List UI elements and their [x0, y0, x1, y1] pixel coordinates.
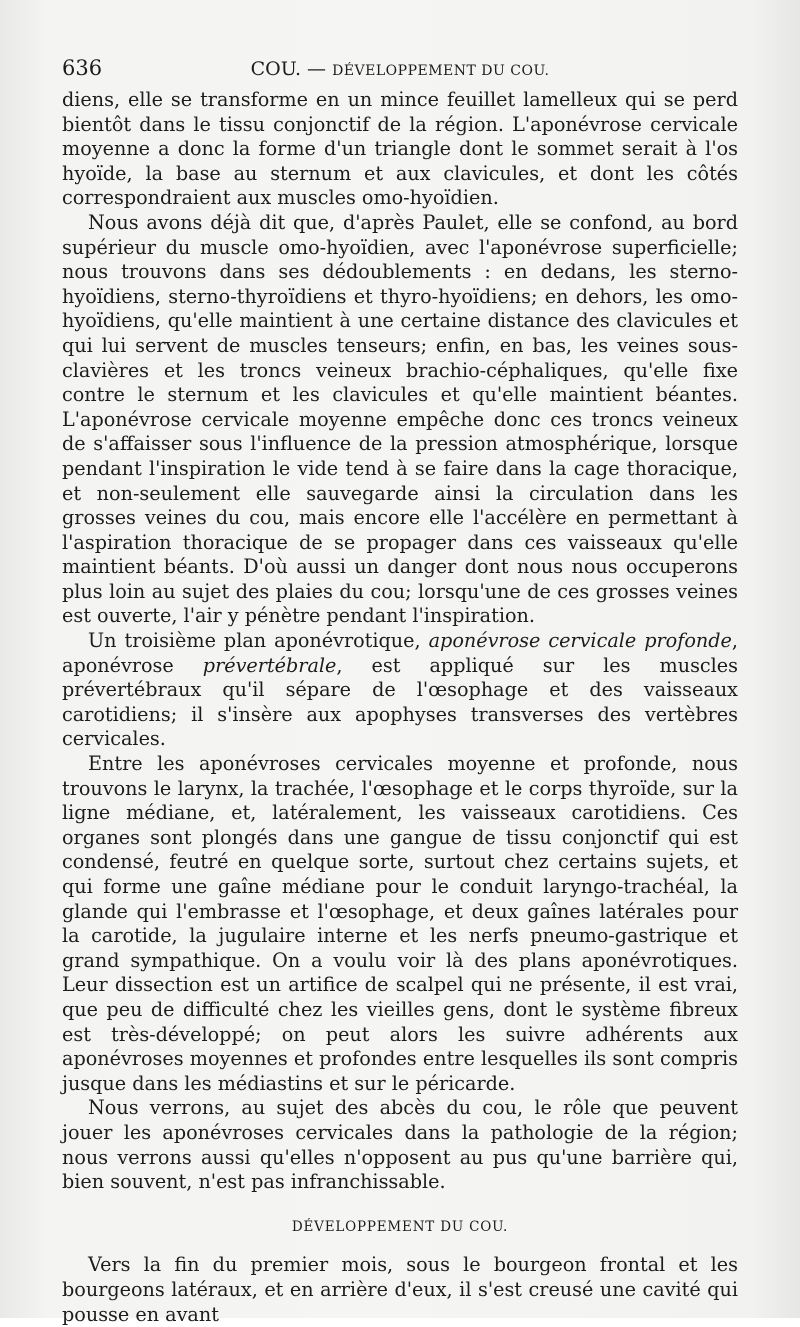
text-run: Un troisième plan aponévrotique, [88, 629, 429, 653]
page-number: 636 [62, 56, 103, 80]
text-run: Entre les aponévroses cervicales moyenne et profonde, nous trouvons le larynx, la trachée, l'œsophage et le corps thyroïde, sur la ligne médiane, et, latéralement, les vaisseaux carotidiens. Ces organes sont plongés dans une gangue de tissu conjonctif qui est condensé, feutré en quelque sorte, surtout chez certains sujets, et qui forme une gaîne médiane pour le conduit laryngo-trachéal, la glande qui l'embrasse et l'œsophage, et deux gaînes latérales pour la carotide, la jugulaire interne et les nerfs pneumo-gastrique et grand sympathique. On a voulu voir là des plans aponévrotiques. Leur dissection est un artifice de scalpel qui ne présente, il est vrai, que peu de difficulté chez les vieilles gens, dont le système fibreux est très-développé; on peut alors les suivre adhérents aux aponévroses moyennes et profondes entre lesquelles ils sont compris jusque dans les médiastins et sur le péricarde. [62, 752, 738, 1095]
text-run: , aponévrose [62, 629, 738, 677]
italic-term: aponévrose cervicale profonde [428, 629, 732, 653]
italic-term: prévertébrale [202, 653, 337, 677]
paragraph [62, 1096, 738, 1194]
text-run: diens, elle se transforme en un mince feuillet lamelleux qui se perd bientôt dans le tissu conjonctif de la région. L'aponévrose cervicale moyenne a donc la forme d'un triangle dont le sommet serait à l'os hyoïde, la base au sternum et aux clavicules, et dont les côtés correspondraient aux muscles omo-hyoïdien. [62, 88, 738, 210]
running-title [62, 58, 738, 80]
running-title-sub: DÉVELOPPEMENT DU COU. [332, 63, 550, 79]
paragraph [62, 88, 738, 211]
section-title: DÉVELOPPEMENT DU COU. [291, 1218, 509, 1235]
paragraph [62, 629, 738, 752]
page-header [62, 56, 738, 86]
text-run: Nous verrons, au sujet des abcès du cou, le rôle que peuvent jouer les aponévroses cervicales dans la pathologie de la région; nous verrons aussi qu'elles n'opposent au pus qu'une barrière qui, bien souvent, n'est pas infranchissable. [62, 1096, 738, 1194]
text-run: , est appliqué sur les muscles prévertébraux qu'il sépare de l'œsophage et des vaisseaux carotidiens; il s'insère aux apophyses transverses des vertèbres cervicales. [62, 653, 738, 751]
text-run: Nous avons déjà dit que, d'après Paulet, elle se confond, au bord supérieur du muscle omo-hyoïdien, avec l'aponévrose superficielle; nous trouvons dans ses dédoublements : en dedans, les sterno-hyoïdiens, sterno-thyroïdiens et thyro-hyoïdiens; en dehors, les omo-hyoïdiens, qu'elle maintient à une certaine distance des clavicules et qui lui servent de muscles tenseurs; enfin, en bas, les veines sous-clavières et les troncs veineux brachio-céphaliques, qu'elle fixe contre le sternum et les clavicules et qu'elle maintient béantes. L'aponévrose cervicale moyenne empêche donc ces troncs veineux de s'affaisser sous l'influence de la pression atmosphérique, lorsque pendant l'inspiration le vide tend à se faire dans la cage thoracique, et non-seulement elle sauvegarde ainsi la circulation dans les grosses veines du cou, mais encore elle l'accélère en permettant à l'aspiration thoracique de se propager dans ces vaisseaux qu'elle maintient béants. D'où aussi un danger dont nous nous occuperons plus loin au sujet des plaies du cou; lorsqu'une de ces grosses veines est ouverte, l'air y pénètre pendant l'inspiration. [62, 210, 738, 628]
running-title-main: COU. — [250, 58, 327, 80]
body-text [62, 88, 738, 1327]
paragraph [62, 752, 738, 1096]
paragraph [62, 211, 738, 629]
paragraph: Vers la fin du premier mois, sous le bourgeon frontal et les bourgeons latéraux, et en arrière d'eux, il s'est creusé une cavité qui pousse en avant [62, 1253, 738, 1326]
